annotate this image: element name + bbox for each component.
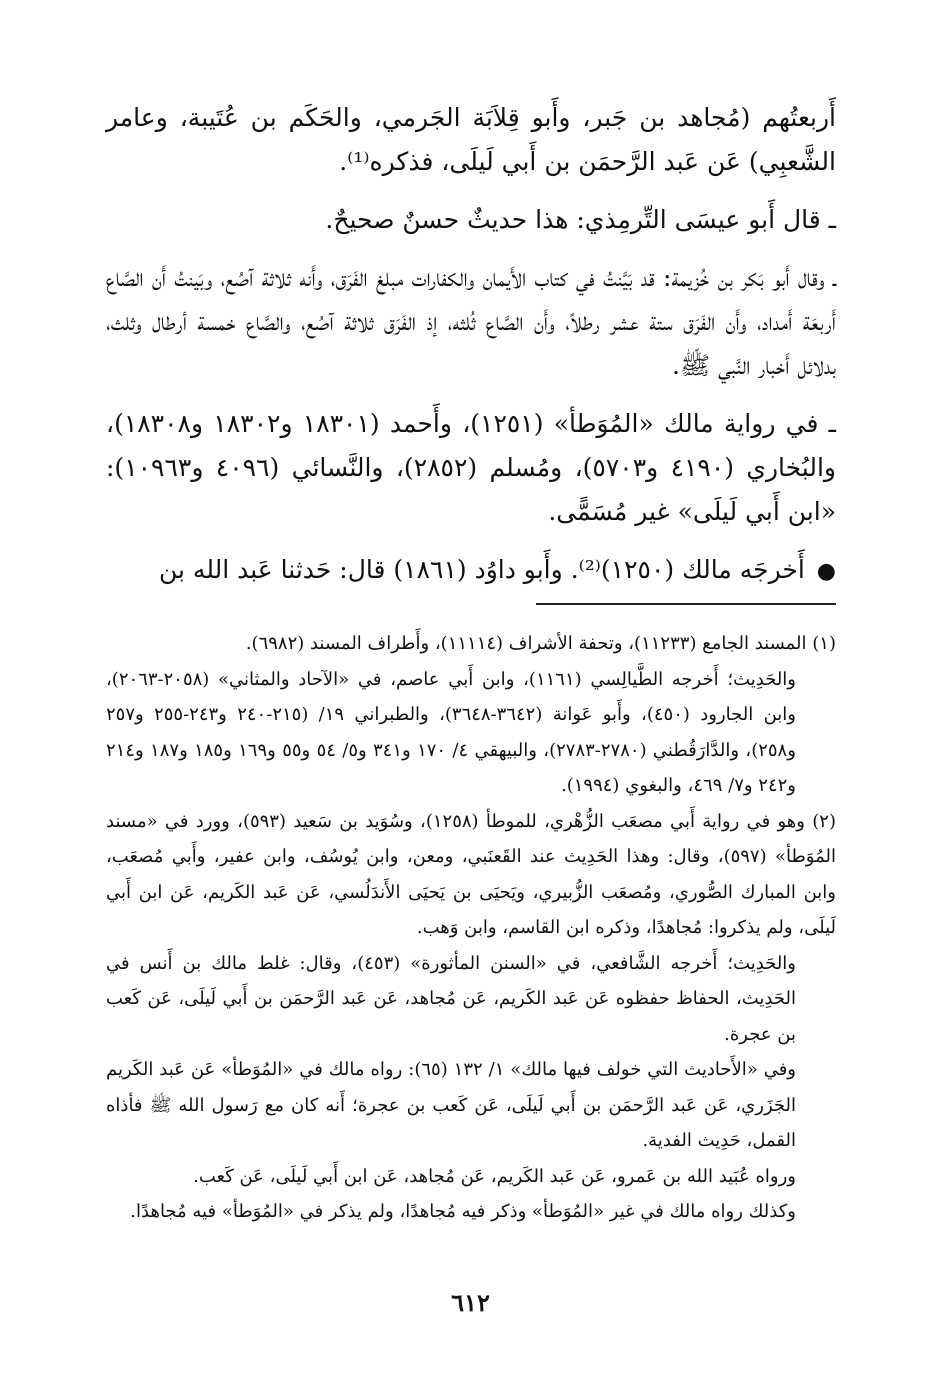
footnotes [106, 626, 836, 1230]
main-text [106, 96, 836, 608]
hadith-paragraph-1: أَربعتُهم (مُجاهد بن جَبر، وأَبو قِلاَبَة الجَرمي، والحَكَم بن عُتَيبة، وعامر الشَّعبِي) عَن عَبد الرَّحمَن بن أَبي لَيلَى، فذكره⁽¹⁾. [106, 103, 836, 176]
bullet-paragraph-text: أَخرجَه مالك (١٢٥٠)⁽²⁾. وأَبو داوُد (١٨٦١) قال: حَدثنا عَبد الله بن [159, 555, 805, 584]
footnote-1-sources: (١) المسند الجامع (١١٢٣٣)، وتحفة الأشراف (١١١١٤)، وأَطراف المسند (٦٩٨٢). [245, 633, 836, 654]
footnote-1-takhrij: والحَدِيث؛ أَخرجه الطَّيالِسي (١١٦١)، وابن أَبي عاصم، في «الآحاد والمثاني» (٢٠٥٨-٢٠٦٣)، وابن الجارود (٤٥٠)، وأَبو عَوانة (٣٦٤٢-٣٦٤٨)، والطبراني ١٩/ (٢١٥-٢٤٠ و٢٤٣-٢٥٥ و٢٥٧ و٢٥٨)، والدَّارَقُطني (٢٧٨٠-٢٧٨٣)، والبيهقي ٤/ ١٧٠ و٣٤١ و٥/ ٥٤ و٥٥ و١٦٩ و١٨٥ و١٨٧ و٢١٤ و٢٤٢ و٧/ ٤٦٩، والبغوي (١٩٩٤). [106, 668, 796, 796]
footnote-2-intro: (٢) وهو في رواية أَبي مصعَب الزُّهْري، للموطأ (١٢٥٨)، وسُوَيد بن سَعيد (٥٩٣)، وورد في «مسند المُوَطأ» (٥٩٧)، وقال: وهذا الحَدِيث عند القَعنَبي، ومعن، وابن يُوسُف، وابن عفير، وأَبي مُصعَب، وابن المبارك الصُّوري، ومُصعَب الزُّبيري، ويَحيَى بن يَحيَى الأَندَلُسي، عَن عَبد الكَريم، عَن ابن أَبي لَيلَى، ولم يذكروا: مُجاهدًا، وذكره ابن القاسم، وابن وَهب. [106, 810, 836, 938]
footnote-2-malik: وكذلك رواه مالك في غير «المُوَطأ» وذكر فيه مُجاهدًا، ولم يذكر في «المُوَطأ» فيه مُجاهدًا. [130, 1201, 796, 1222]
bullet-paragraph [106, 548, 836, 594]
tirmidhi-comment: ـ قال أَبو عيسَى التِّرمِذي: هذا حديثٌ حسنٌ صحيحٌ. [325, 205, 836, 234]
footnote-2-shafii: والحَدِيث؛ أَخرجه الشَّافعي، في «السنن المأثورة» (٤٥٣)، وقال: غلط مالك بن أَنس في الحَدِيث، الحفاظ حفظوه عَن عَبد الكَريم، عَن مُجاهد، عَن عَبد الرَّحمَن بن أَبي لَيلَى، عَن كَعب بن عجرة. [106, 952, 796, 1045]
bullet-icon: ● [816, 559, 836, 584]
page-number: ٦١٢ [451, 1288, 490, 1317]
footnote-2-ubaydullah: ورواه عُبَيد الله بن عَمرو، عَن عَبد الكَريم، عَن مُجاهد، عَن ابن أَبي لَيلَى، عَن كَعب. [193, 1165, 796, 1187]
narration-note: ـ في رواية مالك «المُوَطأ» (١٢٥١)، وأَحمد (١٨٣٠١ و١٨٣٠٢ و١٨٣٠٨)، والبُخاري (٤١٩٠ و٥٧٠٣)، ومُسلم (٢٨٥٢)، والنَّسائي (٤٠٩٦ و١٠٩٦٣): «ابن أَبي لَيلَى» غير مُسَمًّى. [106, 409, 836, 526]
footnote-divider [536, 603, 836, 605]
footnote-2-ahadith: وفي «الأَحاديث التي خولف فيها مالك» ١/ ١٣٢ (٦٥): رواه مالك في «المُوَطأ» عَن عَبد الكَريم الجَزَري، عَن عَبد الرَّحمَن بن أَبي لَيلَى، عَن كَعب بن عجرة؛ أَنه كان مع رَسول الله ﷺ فأذاه القمل، حَدِيث الفدية. [106, 1059, 796, 1151]
ibn-khuzaymah-comment: ـ وقال أَبو بَكر بن خُزيمة: قد بَيَّنتُ في كتاب الأَيمان والكفارات مبلغ الفَرَق، وأَنه ثلاثة آصُع، وبَينتُ أَن الصَّاع أَربعَة أَمداد، وأَن الفَرَق ستة عشر رطلاً، وأَن الصَّاع ثُلثه، إذ الفَرَق ثلاثة آصُع، والصَّاع خمسة أرطال وثلث، بدلائل أَخبار النَّبي ﷺ. [106, 263, 837, 380]
